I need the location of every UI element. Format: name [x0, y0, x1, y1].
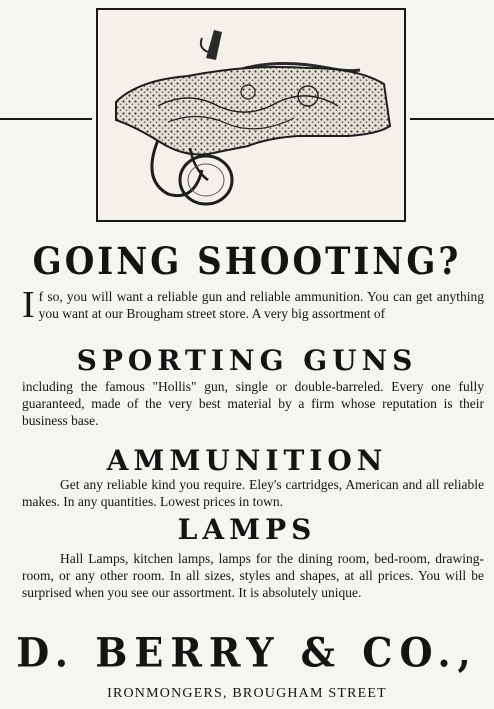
- intro-dropcap: I: [22, 284, 35, 326]
- shotgun-action-icon: [98, 10, 404, 220]
- intro-paragraph: [22, 284, 484, 326]
- company-address: IRONMONGERS, BROUGHAM STREET: [107, 686, 387, 701]
- intro-text: f so, you will want a reliable gun and reliable ammunition. You can get anything you want at our Brougham street store. A very big assortment of: [38, 289, 484, 321]
- ammunition-text: Get any reliable kind you require. Eley's cartridges, American and all reliable makes. In any quantities. Lowest prices in town.: [22, 477, 484, 509]
- heading-ammunition: AMMUNITION: [106, 444, 388, 477]
- sporting-guns-text: including the famous "Hollis" gun, single or double-barreled. Every one fully guaranteed, made of the very best material by a firm whose reputation is their business base.: [22, 379, 484, 428]
- company-name: D. BERRY & CO.,: [16, 628, 478, 677]
- right-rule: [410, 118, 494, 120]
- illustration-frame: [96, 8, 406, 222]
- headline-going-shooting: GOING SHOOTING?: [32, 240, 462, 284]
- left-rule: [0, 118, 92, 120]
- heading-sporting-guns: SPORTING GUNS: [76, 344, 418, 377]
- lamps-text: Hall Lamps, kitchen lamps, lamps for the dining room, bed-room, drawing-room, or any other room. In all sizes, styles and shapes, at all prices. You will be surprised when you see our assortment. It is absolutely unique.: [22, 551, 484, 600]
- heading-lamps: LAMPS: [177, 513, 317, 546]
